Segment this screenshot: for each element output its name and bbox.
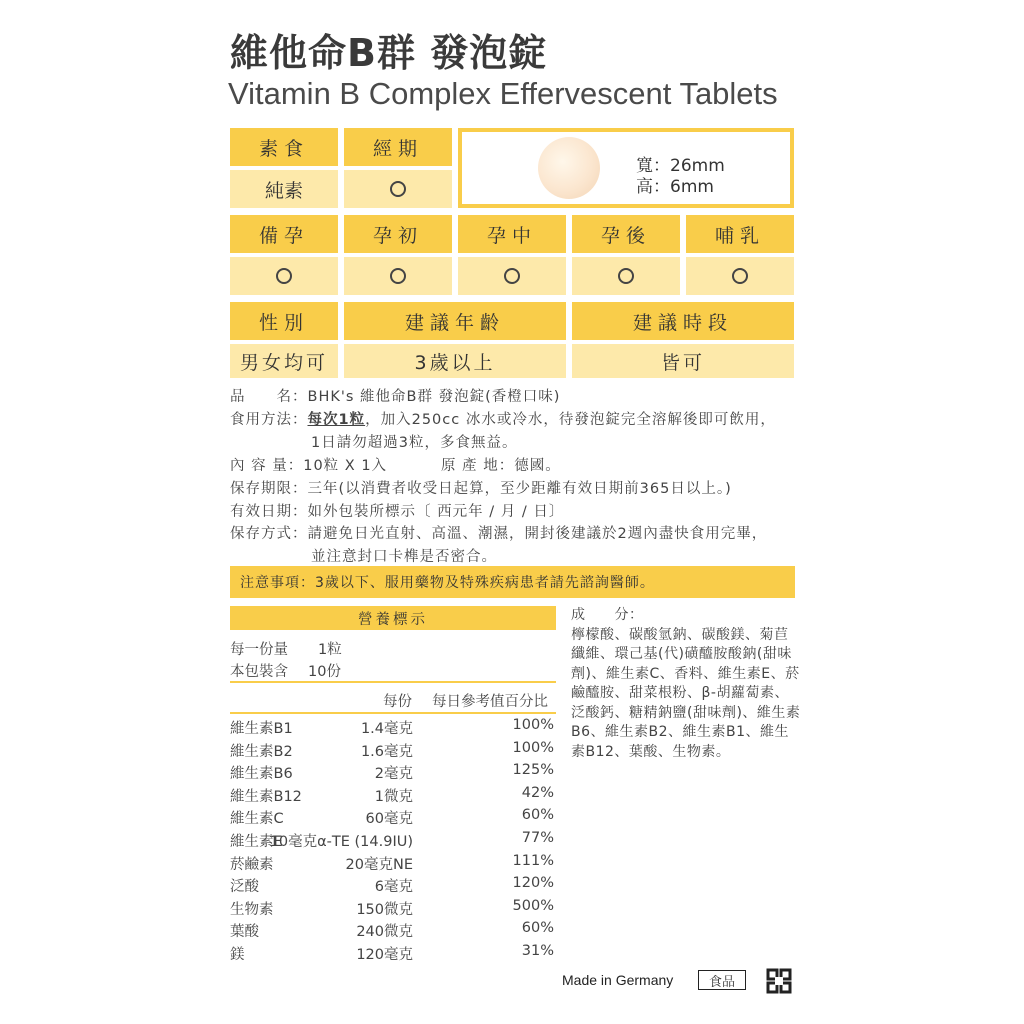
aud-header-age: 建議年齡: [344, 302, 566, 340]
aud-value-time: 皆可: [572, 344, 794, 378]
recycle-mark-icon: [765, 967, 793, 995]
preg-header-mid: 孕中: [458, 215, 566, 253]
diet-value-period: [344, 170, 452, 208]
preg-value-early: [344, 257, 452, 295]
info-usage-line2: 1日請勿超過3粒，多食無益。: [311, 435, 518, 451]
preg-value-mid: [458, 257, 566, 295]
divider: [230, 712, 556, 714]
col-daily-value: 每日參考值百分比: [432, 694, 548, 710]
nutrition-title: 營養標示: [230, 606, 556, 630]
preg-header-nursing: 哺乳: [686, 215, 794, 253]
tablet-size-box: [458, 128, 794, 208]
ingredients-block: [571, 606, 801, 762]
nutrient-amount: 150微克: [356, 901, 413, 918]
check-circle-icon: [504, 268, 520, 284]
nutrient-name: 維生素C: [230, 811, 284, 828]
nutrient-dv: 111%: [512, 852, 554, 869]
servings-value: 10份: [308, 664, 341, 680]
ingredients-text: 檸檬酸、碳酸氫鈉、碳酸鎂、菊苣纖維、環己基(代)磺醯胺酸鈉(甜味劑)、維生素C、香料、維生素E、菸鹼醯胺、甜菜根粉、β-胡蘿蔔素、泛酸鈣、糖精鈉鹽(甜味劑)、維生素B6、維生素B2、維生素B1、維生素B12、葉酸、生物素。: [571, 626, 801, 760]
aud-header-time: 建議時段: [572, 302, 794, 340]
nutrient-amount: 1.6毫克: [360, 743, 413, 760]
nutrient-amount: 240微克: [356, 924, 413, 941]
tablet-height: 高：6mm: [636, 177, 714, 197]
nutrient-amount: 6毫克: [374, 879, 413, 896]
nutrient-dv: 100%: [512, 739, 554, 756]
info-storage-line2: 並注意封口卡榫是否密合。: [311, 549, 497, 565]
aud-value-age: 3歲以上: [344, 344, 566, 378]
nutrient-name: 菸鹼素: [230, 856, 274, 873]
nutrient-name: 鎂: [230, 947, 245, 963]
serving-size-value: 1粒: [318, 642, 342, 658]
info-usage: 食用方法：每次1粒，加入250cc 冰水或冷水，待發泡錠完全溶解後即可飲用，: [230, 412, 776, 428]
nutrient-dv: 125%: [512, 762, 554, 779]
nutrient-name: 生物素: [230, 901, 274, 918]
preg-header-prep: 備孕: [230, 215, 338, 253]
aud-value-gender: 男女均可: [230, 344, 338, 378]
check-circle-icon: [390, 181, 406, 197]
preg-value-nursing: [686, 257, 794, 295]
nutrient-name: 葉酸: [230, 924, 259, 941]
info-shelf-life: 保存期限：三年(以消費者收受日起算，至少距離有效日期前365日以上。): [230, 481, 732, 497]
nutrient-name: 泛酸: [230, 879, 259, 896]
preg-header-post: 孕後: [572, 215, 680, 253]
nutrient-amount: 20毫克NE: [345, 856, 413, 873]
check-circle-icon: [732, 268, 748, 284]
check-circle-icon: [390, 268, 406, 284]
nutrient-amount: 60毫克: [365, 811, 413, 828]
nutrient-name: 維生素E: [230, 834, 283, 850]
tablet-width: 寬：26mm: [636, 156, 725, 176]
preg-value-prep: [230, 257, 338, 295]
col-per-serving: 每份: [383, 694, 412, 710]
nutrient-dv: 60%: [521, 920, 554, 937]
nutrient-dv: 60%: [521, 807, 554, 824]
nutrient-dv: 42%: [521, 784, 554, 801]
serving-size-label: 每一份量: [230, 642, 288, 658]
nutrient-name: 維生素B1: [230, 721, 293, 737]
nutrient-dv: 500%: [512, 897, 554, 914]
check-circle-icon: [276, 268, 292, 284]
info-expiry: 有效日期：如外包裝所標示〔 西元年 / 月 / 日〕: [230, 504, 565, 520]
product-title-zh: 維他命B群 發泡錠: [230, 31, 548, 75]
nutrient-dv: 100%: [512, 717, 554, 733]
nutrient-name: 維生素B2: [230, 743, 293, 760]
info-origin: 原 產 地：德國。: [441, 458, 561, 474]
nutrient-amount: 120毫克: [356, 947, 413, 963]
divider: [230, 681, 556, 683]
info-name: 品 名：BHK's 維他命B群 發泡錠(香橙口味): [230, 389, 561, 405]
nutrient-amount: 1微克: [374, 788, 413, 805]
made-in-label: Made in Germany: [562, 972, 674, 988]
nutrient-amount: 10毫克α-TE (14.9IU): [269, 834, 413, 850]
diet-header-period: 經期: [344, 128, 452, 166]
aud-header-gender: 性別: [230, 302, 338, 340]
nutrient-dv: 77%: [521, 830, 554, 846]
tablet-image: [538, 137, 600, 199]
check-circle-icon: [618, 268, 634, 284]
preg-value-post: [572, 257, 680, 295]
info-content: 內 容 量：10粒 X 1入: [230, 458, 388, 474]
ingredients-label: 成 分：: [571, 607, 644, 623]
preg-header-early: 孕初: [344, 215, 452, 253]
nutrient-name: 維生素B12: [230, 788, 302, 805]
nutrient-dv: 31%: [521, 943, 554, 959]
nutrient-amount: 2毫克: [374, 766, 413, 783]
notice-bar: 注意事項：3歲以下、服用藥物及特殊疾病患者請先諮詢醫師。: [230, 566, 795, 598]
diet-header-vegan: 素食: [230, 128, 338, 166]
product-title-en: Vitamin B Complex Effervescent Tablets: [228, 76, 778, 111]
nutrient-name: 維生素B6: [230, 766, 293, 783]
nutrient-amount: 1.4毫克: [360, 721, 413, 737]
servings-label: 本包裝含: [230, 664, 288, 680]
nutrient-dv: 120%: [512, 875, 554, 892]
diet-value-vegan: 純素: [230, 170, 338, 208]
food-badge: 食品: [698, 970, 746, 990]
info-storage: 保存方式：請避免日光直射、高溫、潮濕，開封後建議於2週內盡快食用完畢，: [230, 526, 768, 542]
